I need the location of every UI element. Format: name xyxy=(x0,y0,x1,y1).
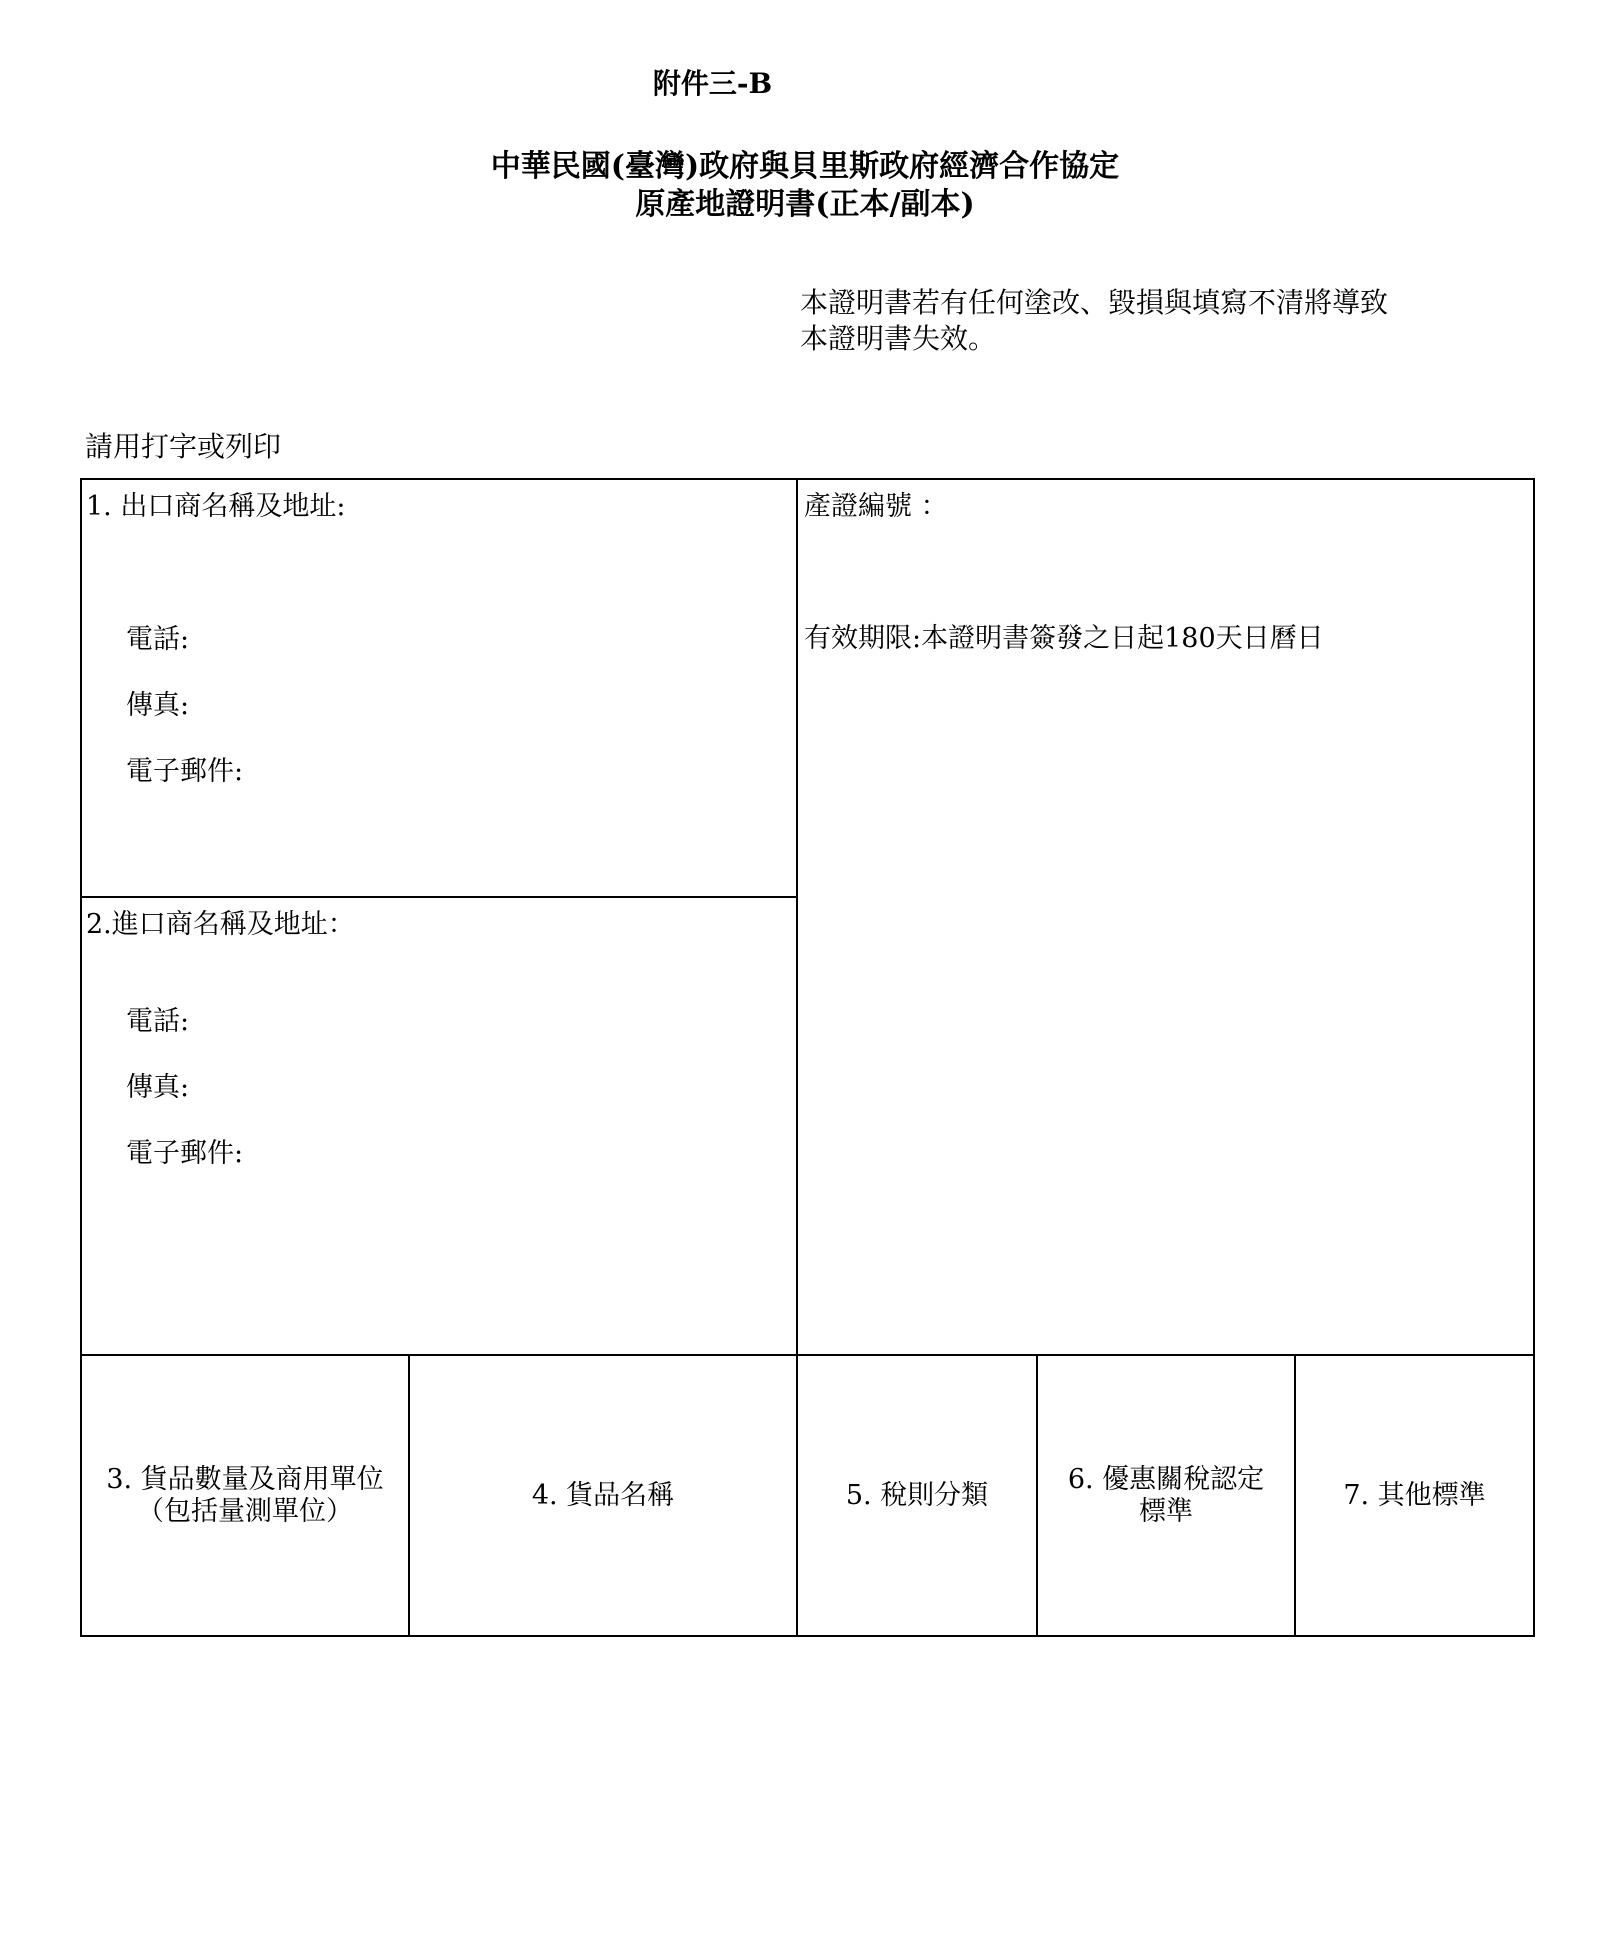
validity-period-text: 有效期限:本證明書簽發之日起180天日曆日 xyxy=(804,623,1324,654)
document-title xyxy=(0,148,1610,224)
exporter-email-label: 電子郵件: xyxy=(126,756,244,787)
importer-fax-label: 傳真: xyxy=(126,1072,190,1103)
column-goods-description[interactable] xyxy=(408,1354,798,1637)
exporter-box[interactable] xyxy=(80,478,798,898)
importer-phone-label: 電話: xyxy=(126,1006,190,1037)
column-preference-criterion-label-line2: 標準 xyxy=(1139,1495,1193,1527)
column-other-criteria-label: 7. 其他標準 xyxy=(1343,1479,1486,1511)
column-quantity-label-line1: 3. 貨品數量及商用單位 xyxy=(106,1463,384,1495)
importer-heading: 2.進口商名稱及地址： xyxy=(86,909,355,940)
title-line-2: 原產地證明書(正本/副本) xyxy=(635,187,975,222)
exporter-heading: 1. 出口商名稱及地址: xyxy=(86,491,346,522)
exporter-phone-label: 電話: xyxy=(126,624,190,655)
importer-box[interactable] xyxy=(80,896,798,1356)
column-preference-criterion[interactable] xyxy=(1036,1354,1296,1637)
notice-line-1: 本證明書若有任何塗改、毀損與填寫不清將導致 xyxy=(800,286,1389,319)
importer-email-label: 電子郵件: xyxy=(126,1138,244,1169)
title-line-1: 中華民國(臺灣)政府與貝里斯政府經濟合作協定 xyxy=(490,149,1120,184)
column-goods-description-label: 4. 貨品名稱 xyxy=(531,1479,675,1511)
certificate-info-box[interactable] xyxy=(796,478,1535,1356)
column-quantity[interactable] xyxy=(80,1354,410,1637)
column-tariff-classification-label: 5. 稅則分類 xyxy=(845,1479,989,1511)
instruction-text: 請用打字或列印 xyxy=(85,430,282,463)
column-quantity-label-line2: （包括量測單位） xyxy=(137,1495,353,1527)
exporter-fax-label: 傳真: xyxy=(126,690,190,721)
invalidation-notice xyxy=(800,285,1520,357)
notice-line-2: 本證明書失效。 xyxy=(800,322,997,355)
annex-label: 附件三-B xyxy=(652,67,773,100)
column-other-criteria[interactable] xyxy=(1294,1354,1535,1637)
certificate-number-label: 產證編號 ： xyxy=(804,491,948,522)
column-tariff-classification[interactable] xyxy=(796,1354,1038,1637)
column-preference-criterion-label-line1: 6. 優惠關稅認定 xyxy=(1067,1463,1265,1495)
